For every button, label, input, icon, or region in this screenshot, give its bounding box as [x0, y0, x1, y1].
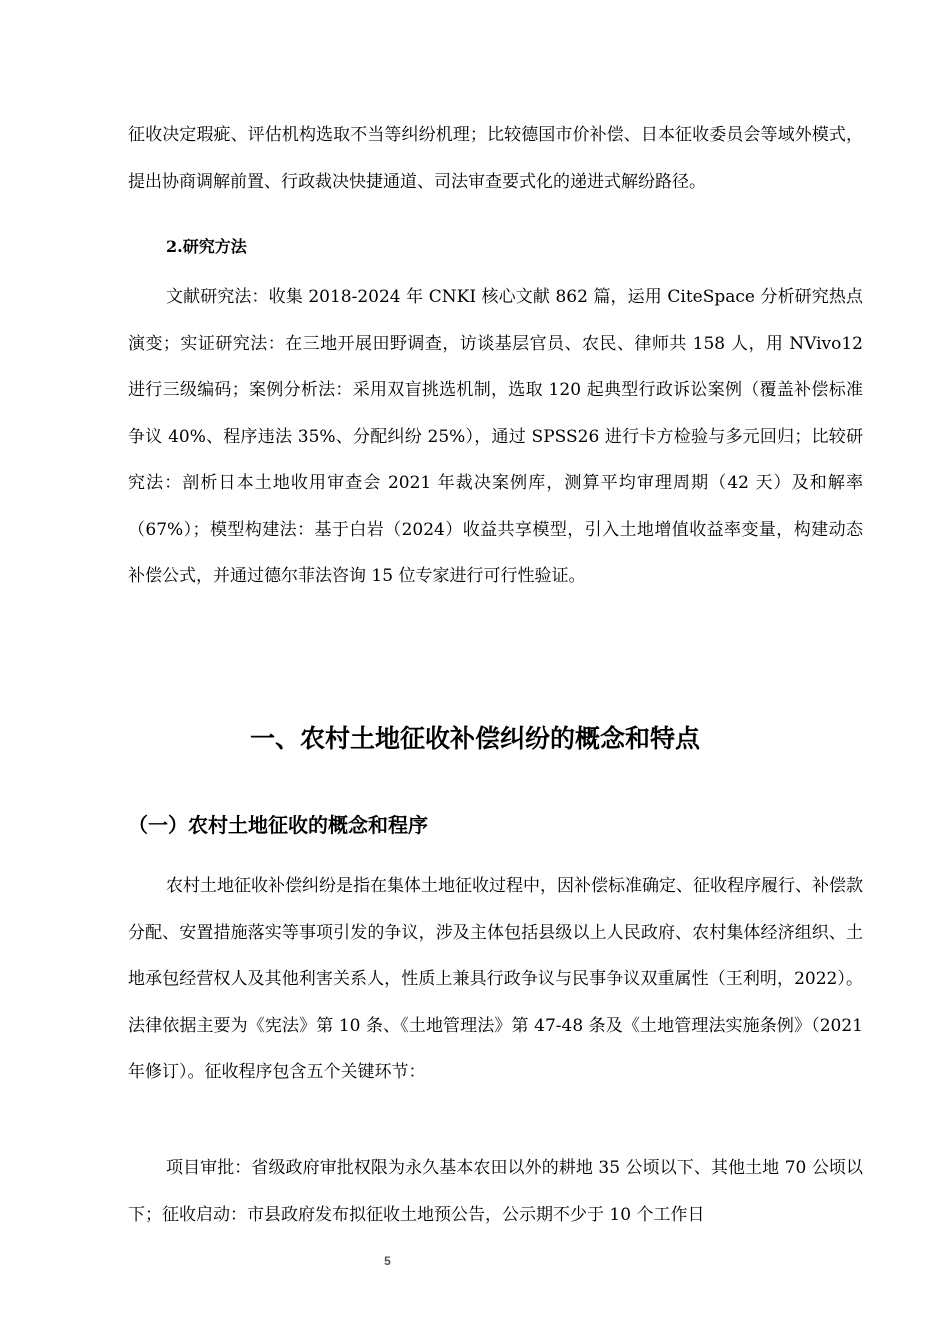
chapter-heading: 一、农村土地征收补偿纠纷的概念和特点 — [249, 724, 700, 753]
section-heading: （一）农村土地征收的概念和程序 — [128, 813, 428, 837]
subheading-research-methods: 2.研究方法 — [166, 237, 247, 256]
paragraph-research-methods: 文献研究法：收集 2018-2024 年 CNKI 核心文献 862 篇，运用 CiteSpace 分析研究热点演变；实证研究法：在三地开展田野调查，访谈基层官员、农民、律师共 158 人，用 NVivo12 进行三级编码；案例分析法：采用双盲挑选机制，选取 120 起典型行政诉讼案例（覆盖补偿标准争议 40%、程序违法 35%、分配纠纷 25%），通过 SPSS26 进行卡方检验与多元回归；比较研究法：剖析日本土地收用审查会 2021 年裁决案例库，测算平均审理周期（42 天）及和解率（67%）；模型构建法：基于白岩（2024）收益共享模型，引入土地增值收益率变量，构建动态补偿公式，并通过德尔菲法咨询 15 位专家进行可行性验证。 — [128, 287, 863, 586]
paragraph-procedure: 项目审批：省级政府审批权限为永久基本农田以外的耕地 35 公顷以下、其他土地 70 公顷以下；征收启动：市县政府发布拟征收土地预公告，公示期不少于 10 个工作日 — [128, 1158, 863, 1225]
paragraph-concept: 农村土地征收补偿纠纷是指在集体土地征收过程中，因补偿标准确定、征收程序履行、补偿款分配、安置措施落实等事项引发的争议，涉及主体包括县级以上人民政府、农村集体经济组织、土地承包经营权人及其他利害关系人，性质上兼具行政争议与民事争议双重属性（王利明，2022）。法律依据主要为《宪法》第 10 条、《土地管理法》第 47-48 条及《土地管理法实施条例》（2021 年修订）。征收程序包含五个关键环节： — [128, 876, 863, 1082]
paragraph-dispute-mechanism: 征收决定瑕疵、评估机构选取不当等纠纷机理；比较德国市价补偿、日本征收委员会等域外模式，提出协商调解前置、行政裁决快捷通道、司法审查要式化的递进式解纷路径。 — [128, 125, 863, 192]
page-number: 5 — [384, 1254, 391, 1268]
